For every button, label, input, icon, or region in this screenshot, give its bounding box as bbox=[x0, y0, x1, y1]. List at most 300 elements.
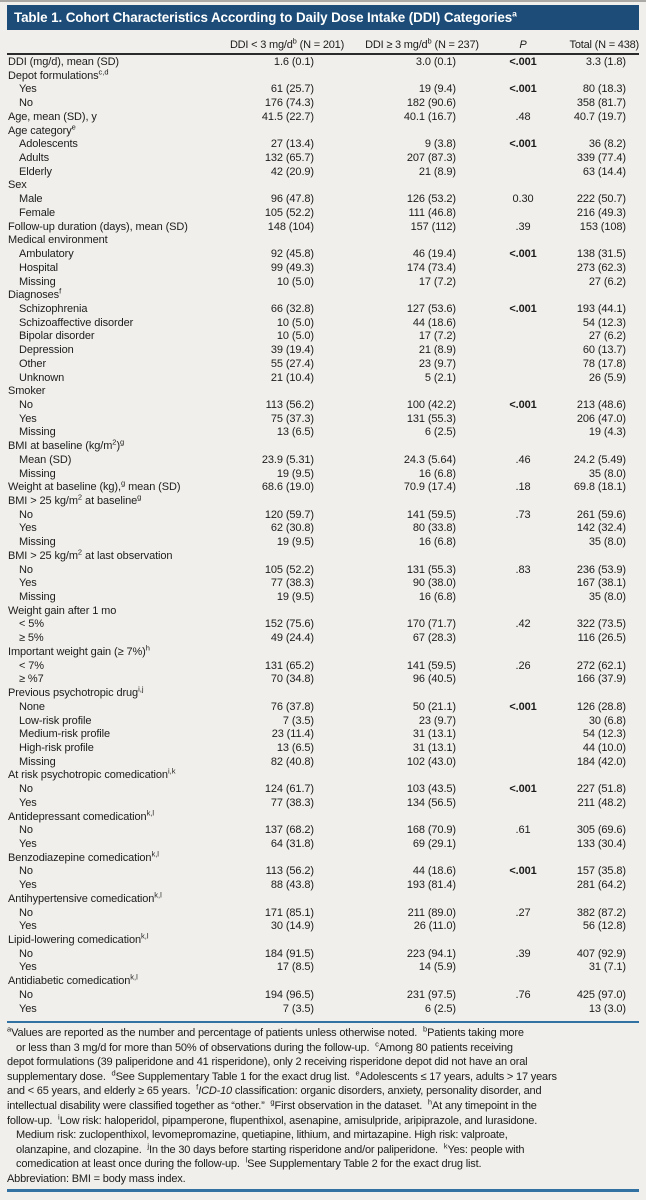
ddi-ge3-value: 9 (3.8) bbox=[424, 138, 456, 151]
footnote-line: or less than 3 mg/d for more than 50% of observations during the follow-up. $^c$Among 80 patients receiving bbox=[16, 1038, 513, 1054]
table-row bbox=[7, 385, 639, 399]
table-row bbox=[7, 824, 639, 838]
table-row bbox=[7, 193, 639, 207]
row-label: ≥ 5% bbox=[19, 632, 44, 645]
ddi-ge3-value bbox=[352, 179, 492, 193]
p-value: .39 bbox=[515, 220, 531, 233]
p-value bbox=[492, 797, 554, 811]
ddi-ge3-value: 141 (59.5) bbox=[406, 659, 456, 672]
footnote-line: olanzapine, and clozapine. $^j$In the 30 days before starting risperidone and/or paliperidone. $^k$Yes: people with bbox=[16, 1141, 525, 1156]
p-value bbox=[492, 413, 554, 427]
table-row bbox=[7, 83, 639, 97]
row-label: Follow-up duration (days), mean (SD) bbox=[8, 220, 188, 233]
row-label: Yes bbox=[19, 522, 37, 535]
total-value bbox=[554, 234, 639, 248]
total-value: 30 (6.8) bbox=[588, 714, 626, 727]
row-label: Yes bbox=[19, 83, 37, 96]
row-label: Low-risk profile bbox=[19, 714, 92, 727]
total-value bbox=[554, 769, 639, 783]
table-row bbox=[7, 591, 639, 605]
ddi-ge3-value: 31 (13.1) bbox=[412, 728, 456, 741]
p-value bbox=[492, 646, 554, 660]
table-row bbox=[7, 684, 639, 701]
total-value: 40.7 (19.7) bbox=[573, 110, 626, 123]
ddi-lt3-value: 61 (25.7) bbox=[270, 83, 314, 96]
ddi-ge3-value: 23 (9.7) bbox=[418, 714, 456, 727]
ddi-lt3-value: 68.6 (19.0) bbox=[261, 481, 314, 494]
total-value: 358 (81.7) bbox=[576, 97, 626, 110]
p-value bbox=[492, 811, 554, 825]
table-row bbox=[7, 577, 639, 591]
ddi-ge3-value: 102 (43.0) bbox=[406, 755, 456, 768]
p-value: <.001 bbox=[509, 398, 537, 411]
ddi-lt3-value bbox=[222, 769, 352, 783]
table-row bbox=[7, 972, 639, 989]
table-row bbox=[7, 989, 639, 1003]
total-value bbox=[554, 125, 639, 139]
table-row bbox=[7, 890, 639, 907]
column-header-ddi-ge3: DDI ≥ 3 $mg/d^b$ (N = 237) bbox=[365, 36, 479, 51]
ddi-lt3-value bbox=[222, 550, 352, 564]
table-row bbox=[7, 660, 639, 674]
table-row bbox=[7, 715, 639, 729]
total-value: 31 (7.1) bbox=[588, 961, 626, 974]
column-header-ddi-lt3: DDI < 3 $mg/d^b$ (N = 201) bbox=[229, 36, 345, 51]
p-value bbox=[492, 975, 554, 989]
ddi-ge3-value: 223 (94.1) bbox=[406, 947, 456, 960]
ddi-lt3-value bbox=[222, 125, 352, 139]
ddi-lt3-value: 96 (47.8) bbox=[270, 193, 314, 206]
ddi-ge3-value bbox=[352, 687, 492, 701]
row-label: < 7% bbox=[19, 659, 44, 672]
ddi-ge3-value: 46 (19.4) bbox=[412, 248, 456, 261]
ddi-lt3-value: 77 (38.3) bbox=[270, 577, 314, 590]
total-value: 322 (73.5) bbox=[576, 618, 626, 631]
ddi-ge3-value: 6 (2.5) bbox=[424, 426, 456, 439]
total-value: 206 (47.0) bbox=[576, 412, 626, 425]
p-value bbox=[492, 632, 554, 646]
table-row bbox=[7, 643, 639, 660]
table-body bbox=[7, 56, 639, 1016]
p-value bbox=[492, 125, 554, 139]
ddi-lt3-value bbox=[222, 975, 352, 989]
row-label: Weight gain after 1 mo bbox=[8, 604, 117, 617]
ddi-ge3-value: 182 (90.6) bbox=[406, 97, 456, 110]
p-value bbox=[492, 166, 554, 180]
table-title-bar bbox=[7, 5, 639, 30]
ddi-lt3-value: 23.9 (5.31) bbox=[261, 453, 314, 466]
row-label: Unknown bbox=[19, 371, 65, 384]
ddi-ge3-value bbox=[352, 646, 492, 660]
table-row bbox=[7, 317, 639, 331]
p-value bbox=[492, 207, 554, 221]
ddi-ge3-value: 193 (81.4) bbox=[406, 879, 456, 892]
table-row bbox=[7, 492, 639, 509]
p-value bbox=[492, 879, 554, 893]
total-value: 3.3 (1.8) bbox=[585, 56, 626, 68]
p-value bbox=[492, 934, 554, 948]
table-row bbox=[7, 262, 639, 276]
row-label: No bbox=[19, 398, 33, 411]
footnote-line: follow-up. $^i$Low risk: haloperidol, pipamperone, flupenthixol, asenapine, amisulpride, aripiprazole, and lurasidone. bbox=[7, 1111, 538, 1127]
ddi-lt3-value: 113 (56.2) bbox=[265, 398, 314, 411]
table-row bbox=[7, 478, 639, 495]
table-row bbox=[7, 536, 639, 550]
table-row bbox=[7, 344, 639, 358]
ddi-ge3-value bbox=[352, 893, 492, 907]
ddi-lt3-value: 105 (52.2) bbox=[264, 206, 314, 219]
total-value bbox=[554, 975, 639, 989]
row-label: BMI > 25 $kg/m^2$ at last observation bbox=[8, 547, 173, 562]
total-value: 56 (12.8) bbox=[582, 920, 626, 933]
table-row bbox=[7, 248, 639, 262]
ddi-lt3-value: 64 (31.8) bbox=[270, 837, 314, 850]
ddi-ge3-value: 31 (13.1) bbox=[412, 741, 456, 754]
ddi-lt3-value: 77 (38.3) bbox=[270, 796, 314, 809]
p-value: .73 bbox=[515, 508, 531, 521]
p-value bbox=[492, 426, 554, 440]
ddi-ge3-value: 44 (18.6) bbox=[412, 865, 456, 878]
ddi-ge3-value: 127 (53.6) bbox=[406, 302, 456, 315]
total-value bbox=[554, 440, 639, 454]
total-value: 227 (51.8) bbox=[576, 783, 626, 796]
table-row bbox=[7, 766, 639, 783]
table-row bbox=[7, 564, 639, 578]
total-value bbox=[554, 811, 639, 825]
ddi-ge3-value: 70.9 (17.4) bbox=[403, 481, 456, 494]
footnote-top-rule bbox=[7, 1021, 639, 1023]
bottom-rule bbox=[7, 1189, 639, 1192]
ddi-ge3-value: 211 (89.0) bbox=[407, 906, 456, 919]
ddi-lt3-value: 113 (56.2) bbox=[265, 865, 314, 878]
total-value: 36 (8.2) bbox=[588, 138, 626, 151]
row-label: Depression bbox=[19, 344, 74, 357]
total-value: 166 (37.9) bbox=[576, 673, 626, 686]
row-label: Yes bbox=[19, 796, 37, 809]
table-row bbox=[7, 879, 639, 893]
ddi-lt3-value: 23 (11.4) bbox=[271, 728, 314, 741]
total-value bbox=[554, 646, 639, 660]
ddi-lt3-value: 10 (5.0) bbox=[276, 330, 314, 343]
ddi-lt3-value: 39 (19.4) bbox=[270, 344, 314, 357]
row-label: Lipid-lowering comedication$^{k,l}$ bbox=[8, 931, 149, 946]
table-row bbox=[7, 111, 639, 125]
p-value bbox=[492, 262, 554, 276]
p-value: <.001 bbox=[509, 138, 537, 151]
total-value: 27 (6.2) bbox=[588, 330, 626, 343]
p-value bbox=[492, 756, 554, 770]
table-row bbox=[7, 97, 639, 111]
ddi-ge3-value: 103 (43.5) bbox=[406, 783, 456, 796]
total-value: 126 (28.8) bbox=[576, 700, 626, 713]
total-value: 19 (4.3) bbox=[588, 426, 626, 439]
ddi-lt3-value: 124 (61.7) bbox=[264, 783, 314, 796]
total-value: 26 (5.9) bbox=[588, 371, 626, 384]
p-value: .27 bbox=[515, 906, 531, 919]
total-value: 281 (64.2) bbox=[576, 879, 626, 892]
total-value: 305 (69.6) bbox=[576, 824, 626, 837]
row-label: No bbox=[19, 97, 33, 110]
row-label: No bbox=[19, 508, 33, 521]
p-value bbox=[492, 1003, 554, 1017]
p-value bbox=[492, 70, 554, 84]
ddi-lt3-value: 152 (75.6) bbox=[264, 618, 314, 631]
ddi-lt3-value bbox=[222, 385, 352, 399]
ddi-ge3-value bbox=[352, 234, 492, 248]
p-value: <.001 bbox=[509, 248, 537, 261]
table-row bbox=[7, 701, 639, 715]
ddi-lt3-value: 171 (85.1) bbox=[264, 906, 314, 919]
ddi-ge3-value bbox=[352, 550, 492, 564]
table-row bbox=[7, 413, 639, 427]
p-value bbox=[492, 468, 554, 482]
ddi-lt3-value: 19 (9.5) bbox=[276, 536, 314, 549]
row-label: No bbox=[19, 563, 33, 576]
total-value: 69.8 (18.1) bbox=[573, 481, 626, 494]
ddi-ge3-value: 14 (5.9) bbox=[418, 961, 456, 974]
total-value: 78 (17.8) bbox=[582, 357, 626, 370]
row-label: Yes bbox=[19, 412, 37, 425]
table-row bbox=[7, 276, 639, 290]
row-label: Smoker bbox=[8, 385, 46, 398]
ddi-lt3-value: 19 (9.5) bbox=[276, 467, 314, 480]
ddi-lt3-value: 55 (27.4) bbox=[270, 357, 314, 370]
ddi-ge3-value bbox=[352, 440, 492, 454]
table-row bbox=[7, 783, 639, 797]
ddi-ge3-value bbox=[352, 385, 492, 399]
p-value bbox=[492, 742, 554, 756]
row-label: Previous psychotropic drug$^{i,j}$ bbox=[8, 684, 144, 700]
table-row bbox=[7, 454, 639, 468]
ddi-ge3-value: 207 (87.3) bbox=[406, 152, 456, 165]
table-row bbox=[7, 67, 639, 84]
total-value: 138 (31.5) bbox=[576, 248, 626, 261]
table-row bbox=[7, 207, 639, 221]
row-label: No bbox=[19, 865, 33, 878]
p-value: <.001 bbox=[509, 56, 537, 68]
table-row bbox=[7, 303, 639, 317]
p-value: <.001 bbox=[509, 302, 537, 315]
table-row bbox=[7, 522, 639, 536]
total-value: 35 (8.0) bbox=[588, 467, 626, 480]
ddi-ge3-value: 168 (70.9) bbox=[406, 824, 456, 837]
table-row bbox=[7, 234, 639, 248]
row-label: Yes bbox=[19, 577, 37, 590]
ddi-lt3-value: 62 (30.8) bbox=[270, 522, 314, 535]
row-label: Weight at baseline (kg),$^g$ mean (SD) bbox=[8, 478, 181, 494]
ddi-ge3-value: 67 (28.3) bbox=[412, 632, 456, 645]
table-title: Table 1. Cohort Characteristics According to Daily Dose Intake (DDI) Categories$^a$ bbox=[14, 8, 517, 25]
footnote-line: $^a$Values are reported as the number and percentage of patients unless otherwise noted. $^b$Patients taking more bbox=[7, 1024, 524, 1039]
row-label: Medium-risk profile bbox=[19, 728, 111, 741]
table-row bbox=[7, 509, 639, 523]
row-label: No bbox=[19, 783, 33, 796]
ddi-ge3-value bbox=[352, 769, 492, 783]
total-value: 44 (10.0) bbox=[582, 741, 626, 754]
ddi-ge3-value bbox=[352, 975, 492, 989]
row-label: No bbox=[19, 824, 33, 837]
ddi-ge3-value: 141 (59.5) bbox=[406, 508, 456, 521]
ddi-lt3-value bbox=[222, 179, 352, 193]
row-label: Missing bbox=[19, 591, 56, 604]
p-value: <.001 bbox=[509, 83, 537, 96]
total-value: 54 (12.3) bbox=[582, 728, 626, 741]
row-label: Bipolar disorder bbox=[19, 330, 95, 343]
row-label: Yes bbox=[19, 961, 37, 974]
table-row bbox=[7, 437, 639, 454]
ddi-ge3-value: 90 (38.0) bbox=[412, 577, 456, 590]
footnote-line: depot formulations (39 paliperidone and 41 risperidone), only 2 receiving risperidone depot did not have an oral bbox=[7, 1056, 528, 1069]
p-value bbox=[492, 372, 554, 386]
ddi-ge3-value bbox=[352, 289, 492, 303]
total-value: 213 (48.6) bbox=[576, 398, 626, 411]
ddi-ge3-value: 157 (112) bbox=[410, 220, 456, 233]
total-value: 222 (50.7) bbox=[576, 193, 626, 206]
total-value: 54 (12.3) bbox=[582, 316, 626, 329]
total-value: 211 (48.2) bbox=[577, 796, 626, 809]
row-label: No bbox=[19, 947, 33, 960]
ddi-ge3-value: 16 (6.8) bbox=[418, 591, 456, 604]
row-label: Sex bbox=[8, 179, 27, 192]
footnote-line: Abbreviation: BMI = body mass index. bbox=[7, 1172, 186, 1185]
row-label: Benzodiazepine comedication$^{k,l}$ bbox=[8, 849, 159, 864]
row-label: BMI at baseline $(kg/m^2)^g$ bbox=[8, 437, 125, 453]
p-value bbox=[492, 179, 554, 193]
total-value: 35 (8.0) bbox=[588, 536, 626, 549]
ddi-lt3-value: 10 (5.0) bbox=[276, 275, 314, 288]
total-value: 27 (6.2) bbox=[588, 275, 626, 288]
p-value bbox=[492, 317, 554, 331]
row-label: Ambulatory bbox=[19, 248, 74, 261]
total-value: 216 (49.3) bbox=[576, 206, 626, 219]
ddi-lt3-value bbox=[222, 70, 352, 84]
ddi-lt3-value: 66 (32.8) bbox=[270, 302, 314, 315]
total-value: 153 (108) bbox=[579, 220, 626, 233]
p-value bbox=[492, 536, 554, 550]
table-row bbox=[7, 907, 639, 921]
p-value: .26 bbox=[515, 659, 531, 672]
ddi-ge3-value: 80 (33.8) bbox=[412, 522, 456, 535]
ddi-ge3-value: 174 (73.4) bbox=[406, 261, 456, 274]
total-value: 116 (26.5) bbox=[577, 632, 626, 645]
total-value bbox=[554, 550, 639, 564]
footnote-line: comedication at least once during the follow-up. $^l$See Supplementary Table 2 for the exact drug list. bbox=[16, 1155, 482, 1171]
row-label: Diagnoses$^f$ bbox=[8, 286, 62, 302]
row-label: DDI (mg/d), mean (SD) bbox=[8, 56, 119, 68]
p-value bbox=[492, 961, 554, 975]
ddi-lt3-value: 70 (34.8) bbox=[270, 673, 314, 686]
total-value: 382 (87.2) bbox=[576, 906, 626, 919]
ddi-ge3-value: 16 (6.8) bbox=[418, 467, 456, 480]
total-value: 236 (53.9) bbox=[576, 563, 626, 576]
total-value: 425 (97.0) bbox=[576, 988, 626, 1001]
ddi-lt3-value: 41.5 (22.7) bbox=[261, 110, 314, 123]
total-value: 80 (18.3) bbox=[582, 83, 626, 96]
column-header-row bbox=[7, 32, 639, 55]
row-label: Yes bbox=[19, 1002, 37, 1015]
ddi-lt3-value: 7 (3.5) bbox=[282, 714, 314, 727]
table-row bbox=[7, 756, 639, 770]
table-row bbox=[7, 426, 639, 440]
ddi-ge3-value bbox=[352, 605, 492, 619]
ddi-lt3-value bbox=[222, 893, 352, 907]
ddi-ge3-value: 16 (6.8) bbox=[418, 536, 456, 549]
ddi-ge3-value: 19 (9.4) bbox=[418, 83, 456, 96]
ddi-lt3-value: 92 (45.8) bbox=[270, 248, 314, 261]
p-value: <.001 bbox=[509, 700, 537, 713]
table-row bbox=[7, 221, 639, 235]
p-value bbox=[492, 330, 554, 344]
ddi-ge3-value: 131 (55.3) bbox=[406, 412, 456, 425]
ddi-ge3-value: 17 (7.2) bbox=[418, 330, 456, 343]
total-value bbox=[554, 687, 639, 701]
ddi-lt3-value: 194 (96.5) bbox=[264, 988, 314, 1001]
row-label: ≥ %7 bbox=[19, 673, 44, 686]
ddi-lt3-value: 19 (9.5) bbox=[276, 591, 314, 604]
ddi-ge3-value: 96 (40.5) bbox=[412, 673, 456, 686]
table-row bbox=[7, 330, 639, 344]
table-row bbox=[7, 138, 639, 152]
table-row bbox=[7, 372, 639, 386]
table-row bbox=[7, 807, 639, 825]
p-value bbox=[492, 344, 554, 358]
ddi-ge3-value: 126 (53.2) bbox=[406, 193, 456, 206]
table-row bbox=[7, 632, 639, 646]
ddi-ge3-value: 231 (97.5) bbox=[406, 988, 456, 1001]
ddi-ge3-value bbox=[352, 125, 492, 139]
row-label: Yes bbox=[19, 920, 37, 933]
p-value: 0.30 bbox=[512, 193, 534, 206]
p-value bbox=[492, 605, 554, 619]
row-label: Other bbox=[19, 357, 47, 370]
footnotes bbox=[7, 1026, 642, 1187]
total-value bbox=[554, 385, 639, 399]
ddi-ge3-value: 44 (18.6) bbox=[412, 316, 456, 329]
row-label: Hospital bbox=[19, 261, 58, 274]
p-value bbox=[492, 152, 554, 166]
ddi-lt3-value bbox=[222, 811, 352, 825]
footnote-line: supplementary dose. $^d$See Supplementary Table 1 for the exact drug list. $^e$Adolescents ≤ 17 years, adults > 17 years bbox=[7, 1068, 557, 1083]
ddi-lt3-value: 7 (3.5) bbox=[282, 1002, 314, 1015]
ddi-lt3-value: 13 (6.5) bbox=[276, 741, 314, 754]
ddi-lt3-value: 10 (5.0) bbox=[276, 316, 314, 329]
total-value: 272 (62.1) bbox=[576, 659, 626, 672]
p-value bbox=[492, 358, 554, 372]
row-label: Age, mean (SD), y bbox=[8, 110, 97, 123]
table-row bbox=[7, 961, 639, 975]
p-value bbox=[492, 440, 554, 454]
row-label: Missing bbox=[19, 755, 56, 768]
row-label: Male bbox=[19, 193, 43, 206]
ddi-lt3-value: 132 (65.7) bbox=[264, 152, 314, 165]
row-label: < 5% bbox=[19, 618, 44, 631]
ddi-ge3-value bbox=[352, 934, 492, 948]
ddi-lt3-value: 30 (14.9) bbox=[270, 920, 314, 933]
ddi-ge3-value: 134 (56.5) bbox=[406, 796, 456, 809]
row-label: Antihypertensive comedication$^{k,l}$ bbox=[8, 890, 162, 905]
p-value: .61 bbox=[515, 824, 531, 837]
total-value: 13 (3.0) bbox=[588, 1002, 626, 1015]
p-value: <.001 bbox=[509, 865, 537, 878]
row-label: Mean (SD) bbox=[19, 453, 72, 466]
row-label: Yes bbox=[19, 837, 37, 850]
column-header-p: P bbox=[519, 39, 527, 51]
row-label: Elderly bbox=[19, 165, 52, 178]
total-value bbox=[554, 605, 639, 619]
ddi-lt3-value bbox=[222, 687, 352, 701]
ddi-ge3-value: 170 (71.7) bbox=[406, 618, 456, 631]
p-value bbox=[492, 97, 554, 111]
